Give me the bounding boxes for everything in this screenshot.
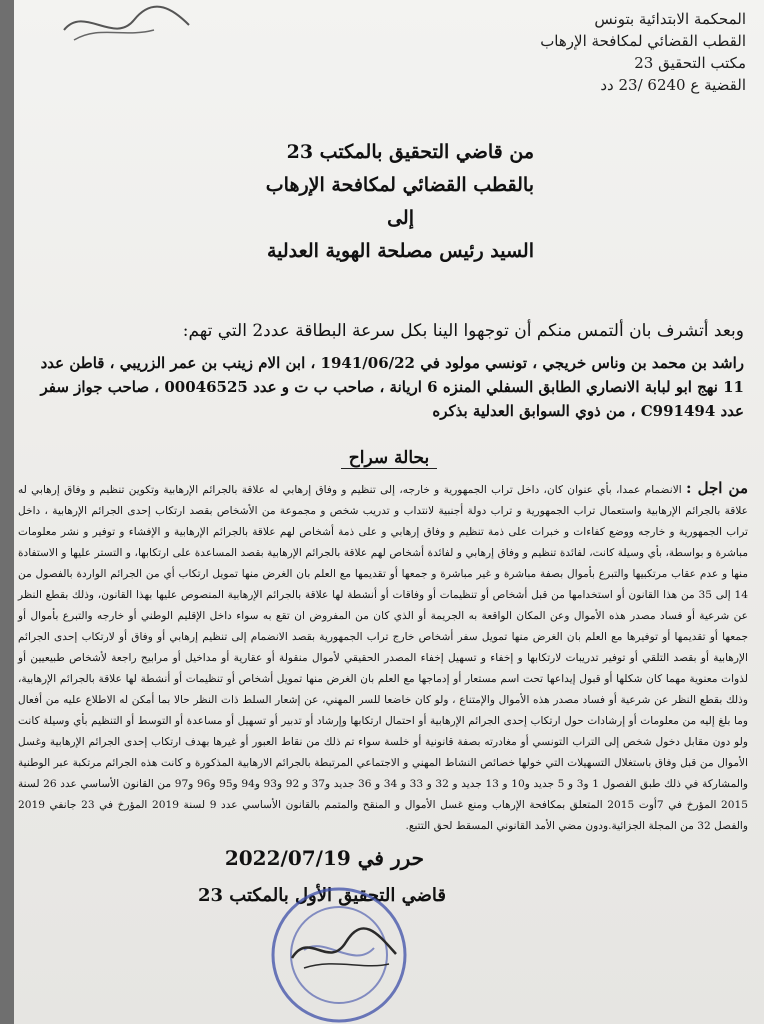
charges-paragraph [18,478,748,837]
address-block [114,136,534,268]
charges-text: الانضمام عمدا، بأي عنوان كان، داخل تراب الجمهورية و خارجه، إلى تنظيم و وفاق إرهابي له علاقة بالجرائم الإرهابية وتكوين تنظيم و وفاق إرهابي له علاقة بالجرائم الإرهابية واستعمال تراب الجمهورية و تراب دولة أجنبية لانتداب و تدريب شخص و مجموعة من الأشخاص بقصد ارتكاب إحدى الجرائم الإرهابية ، داخل تراب الجمهورية و خارجه ووضع كفاءات و خبرات على ذمة تنظيم و وفاق إرهابي و على ذمة أشخاص لهم علاقة بالجرائم الإرهابية و الإفشاء و توفير و نشر معلومات مباشرة و بواسطة، بأي وسيلة كانت، لفائدة تنظيم و وفاق إرهابي و لفائدة أشخاص لهم علاقة بالجرائم الإرهابية بقصد المساعدة على ارتكابها، و التستر عليها و الاستفادة منها و عدم عقاب مرتكبيها والتبرع بأموال بصفة مباشرة و غير مباشرة و جمعها أو تقديمها مع العلم بان الغرض منها تمويل ارتكاب أي من الجرائم الواردة بالفصول من 14 إلى 35 من هذا القانون أو استخدامها من قبل أشخاص أو تنظيمات أو وفاقات أو أنشطة لها علاقة بالجرائم الإرهابية المنصوص عليها بهذا القانون، وذلك بقطع النظر عن شرعية أو فساد مصدر هذه الأموال وعن المكان الواقعة به الجريمة أو الذي كان من المفروض ان تقع به سواء داخل الإقليم الوطني أو خارجه والتبرع بأموال أو جمعها أو تقديمها أو توفيرها مع العلم بان الغرض منها تمويل سفر أشخاص خارج تراب الجمهورية بقصد الانضمام إلى تنظيم إرهابي أو وفاق أو لارتكاب إحدى الجرائم الإرهابية أو بقصد التلقي أو توفير تدريبات لارتكابها و إخفاء و تسهيل إخفاء المصدر الحقيقي لأموال منقولة أو عقارية أو مداخيل أو مرابيح راجعة لأشخاص طبيعيين أو لذوات معنوية مهما كان شكلها أو قبول إيداعها تحت اسم مستعار أو إدماجها مع العلم بان الغرض منها تمويل أشخاص أو تنظيمات أو أنشطة لها علاقة بالجرائم الإرهابية، وذلك بقطع النظر عن شرعية أو فساد مصدر هذه الأموال والإمتناع ، ولو كان خاضعا للسر المهني، عن إشعار السلط ذات النظر حالا بما أمكن له الاطلاع عليه من أفعال وما بلغ إليه من معلومات أو إرشادات حول ارتكاب إحدى الجرائم الإرهابية أو احتمال ارتكابها وإرشاد أو تدبير أو تسهيل أو مساعدة أو التوسط أو التنظيم بأي وسيلة كانت ولو دون مقابل دخول شخص إلى التراب التونسي أو مغادرته بصفة قانونية أو خلسة سواء تم ذلك من نقاط العبور أو غيرها بهدف ارتكاب إحدى الجرائم الإرهابية وغسل الأموال من قبل وفاق باستغلال التسهيلات التي خولها خصائص النشاط المهني و الاجتماعي المرتبطة بالجرائم الارهابية المذكورة و كانت هذه الجرائم مرتكبة عبر الوطنية والمشاركة في ذلك طبق الفصول 1 و3 و 5 جديد و10 و 13 جديد و 32 و 33 و 34 و 36 جديد و37 و 92 و93 و94 و95 و96 و97 من القانون الأساسي عدد 26 لسنة 2015 المؤرخ في 7أوت 2015 المتعلق بمكافحة الإرهاب ومنع غسل الأموال و المنقح والمتمم بالقانون الأساسي عدد 9 لسنة 2019 المؤرخ في 23 جانفي 2019 والفصل 32 من المجلة الجزائية.ودون مضي الأمد القانوني المسقط لحق التتبع. [18,484,749,832]
court-header [416,8,746,96]
sender-line-1: من قاضي التحقيق بالمكتب 23 [286,141,534,163]
document-page [14,0,764,1024]
to-label: إلى [387,207,414,229]
judge-signature [284,920,404,980]
request-intro: وبعد أتشرف بان ألتمس منكم أن توجهوا الينا بكل سرعة البطاقة عدد2 التي تهم: [182,321,744,341]
investigation-office: مكتب التحقيق 23 [634,54,746,72]
sender-line-2: بالقطب القضائي لمكافحة الإرهاب [265,174,534,196]
court-name: المحكمة الابتدائية بتونس [594,10,746,28]
status-heading-text: بحالة سراح [341,448,437,469]
top-signature-mark [54,0,194,48]
status-heading [14,448,764,468]
signature-date: حرر في 2022/07/19 [224,846,424,870]
court-division: القطب القضائي لمكافحة الإرهاب [540,32,746,50]
recipient: السيد رئيس مصلحة الهوية العدلية [266,240,534,262]
judge-title: قاضي التحقيق الأول بالمكتب 23 [197,885,446,906]
charges-lead: من اجل : [685,479,749,497]
person-details: راشد بن محمد بن وناس خريجي ، تونسي مولود في 1941/06/22 ، ابن الام زينب بن عمر الزريبي ، قاطن عدد 11 نهج ابو لبابة الانصاري الطابق السفلي المنزه 6 اريانة ، صاحب ب ت و عدد 00046525 ، صاحب جواز سفر عدد C991494 ، من ذوي السوابق العدلية بذكره [40,354,744,420]
case-number: القضية ع 6240 /23 دد [600,76,746,94]
